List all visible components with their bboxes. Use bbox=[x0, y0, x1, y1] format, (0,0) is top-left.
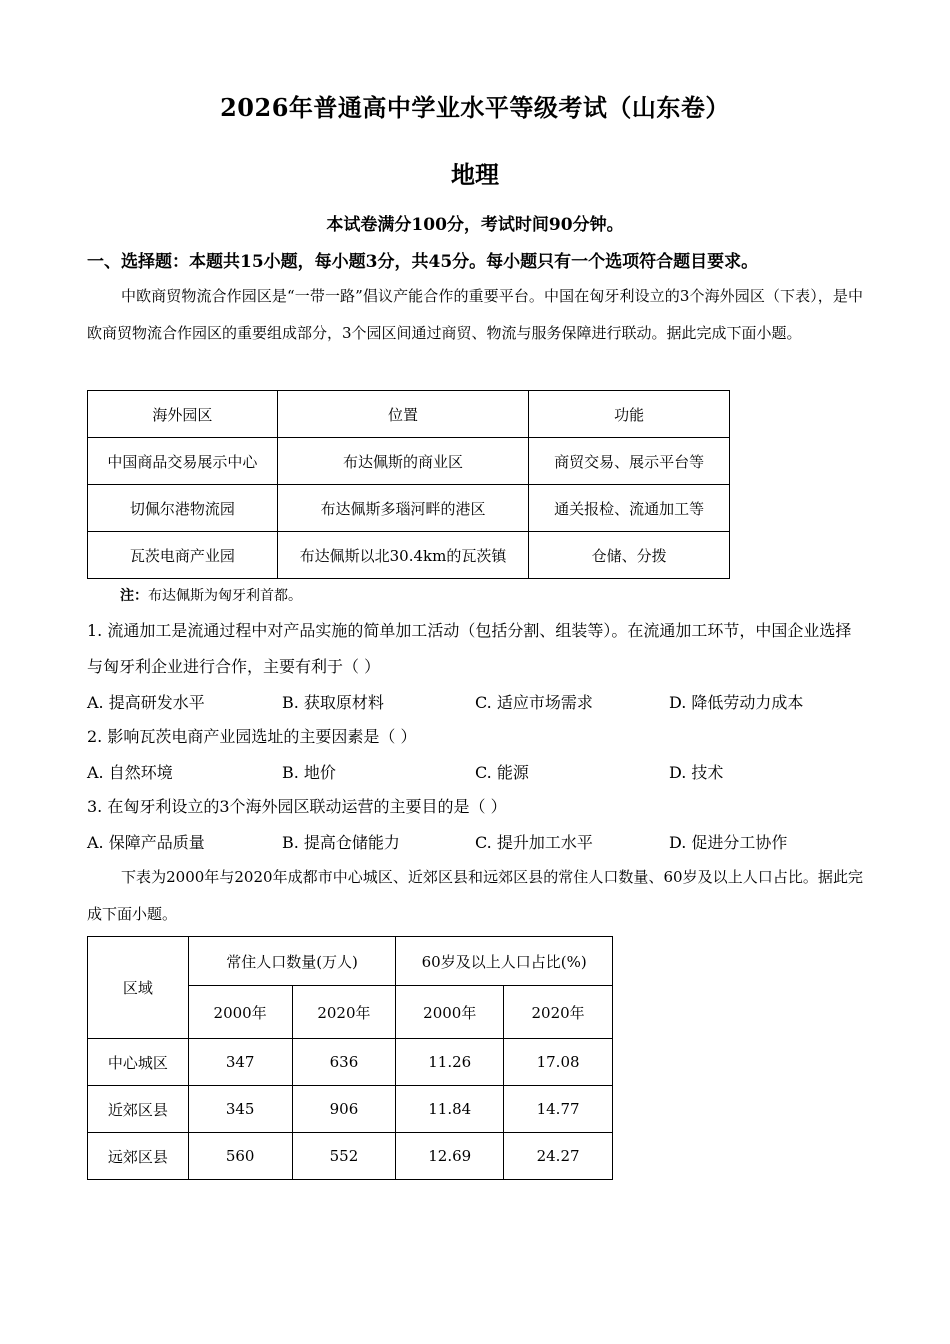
table-cell: 906 bbox=[292, 1086, 396, 1133]
table-cell: 中国商品交易展示中心 bbox=[88, 438, 278, 485]
table-cell: 近郊区县 bbox=[88, 1086, 189, 1133]
table-cell: 560 bbox=[188, 1133, 292, 1180]
table-row bbox=[88, 1086, 613, 1133]
table-row bbox=[88, 438, 730, 485]
question-1: 1. 流通加工是流通过程中对产品实施的简单加工活动（包括分割、组装等）。在流通加工环节，中国企业选择与匈牙利企业进行合作，主要有利于（ ） bbox=[87, 621, 852, 676]
table-cell: 17.08 bbox=[504, 1039, 613, 1086]
table-header-row bbox=[88, 937, 613, 986]
table-cell: 12.69 bbox=[396, 1133, 504, 1180]
option-a[interactable]: A. 保障产品质量 bbox=[87, 833, 205, 852]
table-header-cell: 海外园区 bbox=[88, 391, 278, 438]
region-header: 区域 bbox=[88, 937, 189, 1039]
question-2: 2. 影响瓦茨电商产业园选址的主要因素是（ ） bbox=[87, 727, 417, 746]
option-d[interactable]: D. 降低劳动力成本 bbox=[669, 693, 804, 712]
option-b[interactable]: B. 获取原材料 bbox=[282, 693, 384, 712]
park-table bbox=[87, 390, 730, 579]
material-1-text: 中欧商贸物流合作园区是“一带一路”倡议产能合作的重要平台。中国在匈牙利设立的3个海外园区（下表），是中欧商贸物流合作园区的重要组成部分，3个园区间通过商贸、物流与服务保障进行联动。据此完成下面小题。 bbox=[87, 287, 863, 342]
question-3: 3. 在匈牙利设立的3个海外园区联动运营的主要目的是（ ） bbox=[87, 797, 507, 816]
exam-title: 2026年普通高中学业水平等级考试（山东卷） bbox=[220, 93, 730, 122]
table-cell: 24.27 bbox=[504, 1133, 613, 1180]
year-header: 2020年 bbox=[504, 986, 613, 1039]
table-cell: 通关报检、流通加工等 bbox=[529, 485, 730, 532]
elderly-share-header: 60岁及以上人口占比(%) bbox=[396, 937, 613, 986]
table-cell: 布达佩斯的商业区 bbox=[277, 438, 529, 485]
option-c[interactable]: C. 提升加工水平 bbox=[475, 833, 593, 852]
table-cell: 14.77 bbox=[504, 1086, 613, 1133]
table-cell: 11.26 bbox=[396, 1039, 504, 1086]
question-1-options bbox=[87, 690, 887, 720]
option-a[interactable]: A. 自然环境 bbox=[87, 763, 173, 782]
table-cell: 552 bbox=[292, 1133, 396, 1180]
population-header: 常住人口数量(万人) bbox=[188, 937, 396, 986]
option-c[interactable]: C. 能源 bbox=[475, 763, 529, 782]
option-d[interactable]: D. 促进分工协作 bbox=[669, 833, 788, 852]
table-header-row bbox=[88, 391, 730, 438]
option-b[interactable]: B. 提高仓储能力 bbox=[282, 833, 400, 852]
option-d[interactable]: D. 技术 bbox=[669, 763, 724, 782]
table-row bbox=[88, 1133, 613, 1180]
year-header: 2020年 bbox=[292, 986, 396, 1039]
subject-title: 地理 bbox=[451, 160, 499, 189]
table-note bbox=[120, 585, 302, 605]
exam-info: 本试卷满分100分，考试时间90分钟。 bbox=[326, 215, 624, 235]
table-row bbox=[88, 532, 730, 579]
table-cell: 11.84 bbox=[396, 1086, 504, 1133]
question-2-options bbox=[87, 760, 887, 790]
table-cell: 345 bbox=[188, 1086, 292, 1133]
table-cell: 347 bbox=[188, 1039, 292, 1086]
table-cell: 瓦茨电商产业园 bbox=[88, 532, 278, 579]
population-table bbox=[87, 936, 613, 1180]
option-c[interactable]: C. 适应市场需求 bbox=[475, 693, 593, 712]
table-cell: 布达佩斯以北30.4km的瓦茨镇 bbox=[277, 532, 529, 579]
table-cell: 中心城区 bbox=[88, 1039, 189, 1086]
option-b[interactable]: B. 地价 bbox=[282, 763, 336, 782]
year-header: 2000年 bbox=[396, 986, 504, 1039]
note-text: 布达佩斯为匈牙利首都。 bbox=[148, 588, 302, 604]
table-row bbox=[88, 485, 730, 532]
table-cell: 636 bbox=[292, 1039, 396, 1086]
material-2-text: 下表为2000年与2020年成都市中心城区、近郊区县和远郊区县的常住人口数量、60岁及以上人口占比。据此完成下面小题。 bbox=[87, 868, 863, 923]
table-row bbox=[88, 1039, 613, 1086]
table-cell: 远郊区县 bbox=[88, 1133, 189, 1180]
table-cell: 商贸交易、展示平台等 bbox=[529, 438, 730, 485]
table-header-cell: 功能 bbox=[529, 391, 730, 438]
table-header-cell: 位置 bbox=[277, 391, 529, 438]
option-a[interactable]: A. 提高研发水平 bbox=[87, 693, 205, 712]
table-cell: 仓储、分拨 bbox=[529, 532, 730, 579]
question-3-options bbox=[87, 830, 887, 860]
table-cell: 切佩尔港物流园 bbox=[88, 485, 278, 532]
year-header: 2000年 bbox=[188, 986, 292, 1039]
section-heading: 一、选择题：本题共15小题，每小题3分，共45分。每小题只有一个选项符合题目要求。 bbox=[87, 252, 759, 272]
note-label: 注： bbox=[120, 588, 148, 604]
table-cell: 布达佩斯多瑙河畔的港区 bbox=[277, 485, 529, 532]
